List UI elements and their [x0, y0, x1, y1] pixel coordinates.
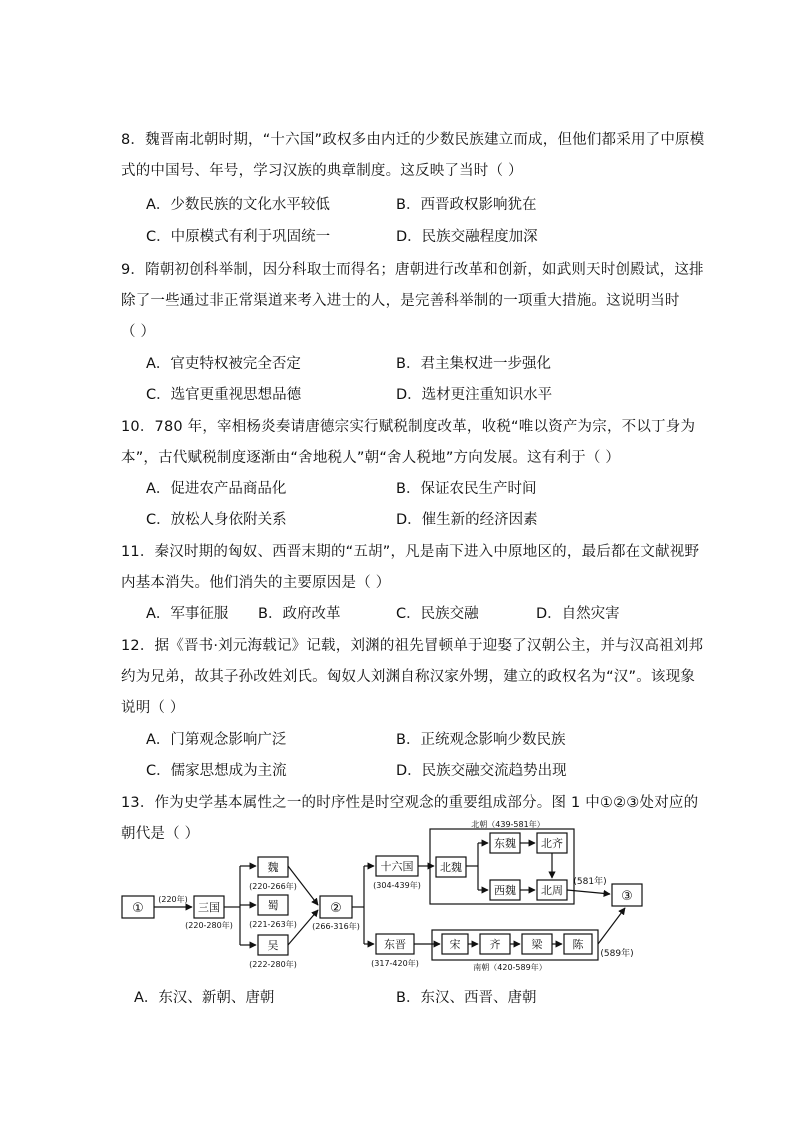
- q10-option-a[interactable]: A．促进农产品商品化: [146, 481, 287, 497]
- dynasty-timeline-diagram: [110, 815, 670, 990]
- q10-option-c[interactable]: C．放松人身依附关系: [146, 512, 287, 528]
- q8-line-2: 式的中国号、年号，学习汉族的典章制度。这反映了当时（ ）: [121, 163, 523, 179]
- label-nanchao: 南朝（420-589年）: [473, 963, 547, 972]
- label-beiwei: 北魏: [440, 861, 462, 874]
- q8-option-d[interactable]: D．民族交融程度加深: [396, 229, 538, 245]
- label-sanguo-years: (220-280年): [185, 921, 233, 930]
- label-shiliuguo: 十六国: [380, 860, 414, 873]
- q12-option-c[interactable]: C．儒家思想成为主流: [146, 763, 287, 779]
- label-liang: 梁: [531, 938, 543, 951]
- label-wu: 吴: [267, 939, 279, 952]
- q11-option-d[interactable]: D．自然灾害: [536, 606, 620, 622]
- label-shiliuguo-years: (304-439年): [373, 881, 421, 890]
- q13-option-b[interactable]: B．东汉、西晋、唐朝: [396, 990, 537, 1006]
- q9-option-d[interactable]: D．选材更注重知识水平: [396, 387, 553, 403]
- q8-option-c[interactable]: C．中原模式有利于巩固统一: [146, 229, 331, 245]
- label-wei: 魏: [267, 861, 279, 874]
- q8-option-b[interactable]: B．西晋政权影响犹在: [396, 197, 537, 213]
- q9-line-2: 除了一些通过非正常渠道来考入进士的人，是完善科举制的一项重大措施。这说明当时: [121, 293, 680, 309]
- label-wu-years: (222-280年): [249, 960, 297, 969]
- q11-line-2: 内基本消失。他们消失的主要原因是（ ）: [121, 575, 391, 591]
- q13-line-2: 朝代是（ ）: [121, 826, 200, 842]
- q8-option-a[interactable]: A．少数民族的文化水平较低: [146, 197, 330, 213]
- q9-option-b[interactable]: B．君主集权进一步强化: [396, 356, 551, 372]
- q10-line-2: 本”，古代赋税制度逐渐由“舍地税人”朝“舍人税地”方向发展。这有利于（ ）: [121, 450, 621, 466]
- q11-option-b[interactable]: B．政府改革: [258, 606, 341, 622]
- label-beiqi: 北齐: [541, 837, 563, 850]
- label-qi: 齐: [489, 938, 501, 951]
- q12-line-1: 12．据《晋书·刘元海载记》记载，刘渊的祖先冒顿单于迎娶了汉朝公主，并与汉高祖刘邦: [121, 638, 704, 654]
- q10-option-d[interactable]: D．催生新的经济因素: [396, 512, 538, 528]
- label-beichao: 北朝（439-581年）: [471, 820, 545, 829]
- label-beizhou: 北周: [541, 884, 563, 897]
- q9-option-a[interactable]: A．官吏特权被完全否定: [146, 356, 301, 372]
- label-chen: 陈: [572, 938, 584, 951]
- q8-line-1: 8．魏晋南北朝时期，“十六国”政权多由内迁的少数民族建立而成，但他们都采用了中原模: [121, 132, 705, 148]
- q12-line-3: 说明（ ）: [121, 700, 185, 716]
- q9-line-3: （ ）: [121, 324, 156, 340]
- label-box-3: ③: [621, 889, 633, 904]
- label-shu-years: (221-263年): [249, 920, 297, 929]
- q11-option-a[interactable]: A．军事征服: [146, 606, 229, 622]
- label-arrow-589: (589年): [600, 949, 634, 959]
- q13-option-a[interactable]: A．东汉、新朝、唐朝: [134, 990, 275, 1006]
- label-dongjin: 东晋: [384, 938, 406, 951]
- label-song: 宋: [449, 938, 461, 951]
- label-arrow-581: (581年): [573, 877, 607, 887]
- label-box-2-years: (266-316年): [312, 922, 360, 931]
- label-sanguo: 三国: [198, 901, 220, 914]
- q11-line-1: 11．秦汉时期的匈奴、西晋末期的“五胡”，凡是南下进入中原地区的，最后都在文献视野: [121, 544, 700, 560]
- q10-option-b[interactable]: B．保证农民生产时间: [396, 481, 537, 497]
- q9-line-1: 9．隋朝初创科举制，因分科取士而得名；唐朝进行改革和创新，如武则天时创殿试，这排: [121, 262, 704, 278]
- q10-line-1: 10．780 年，宰相杨炎奏请唐德宗实行赋税制度改革，收税“唯以资产为宗，不以丁身为: [121, 419, 696, 435]
- label-arrow-220: (220年): [158, 895, 188, 904]
- q12-option-d[interactable]: D．民族交融交流趋势出现: [396, 763, 567, 779]
- label-xiwei: 西魏: [494, 884, 516, 897]
- q12-option-b[interactable]: B．正统观念影响少数民族: [396, 732, 566, 748]
- q12-option-a[interactable]: A．门第观念影响广泛: [146, 732, 287, 748]
- label-dongwei: 东魏: [494, 837, 516, 850]
- q9-option-c[interactable]: C．选官更重视思想品德: [146, 387, 302, 403]
- label-box-2: ②: [330, 901, 342, 916]
- label-box-1: ①: [132, 901, 144, 916]
- q12-line-2: 约为兄弟，故其子孙改姓刘氏。匈奴人刘渊自称汉家外甥，建立的政权名为“汉”。该现象: [121, 669, 696, 685]
- label-shu: 蜀: [267, 899, 279, 912]
- label-wei-years: (220-266年): [249, 882, 297, 891]
- q11-option-c[interactable]: C．民族交融: [396, 606, 479, 622]
- q13-line-1: 13．作为史学基本属性之一的时序性是时空观念的重要组成部分。图 1 中①②③处对应的: [121, 795, 699, 811]
- label-dongjin-years: (317-420年): [371, 959, 419, 968]
